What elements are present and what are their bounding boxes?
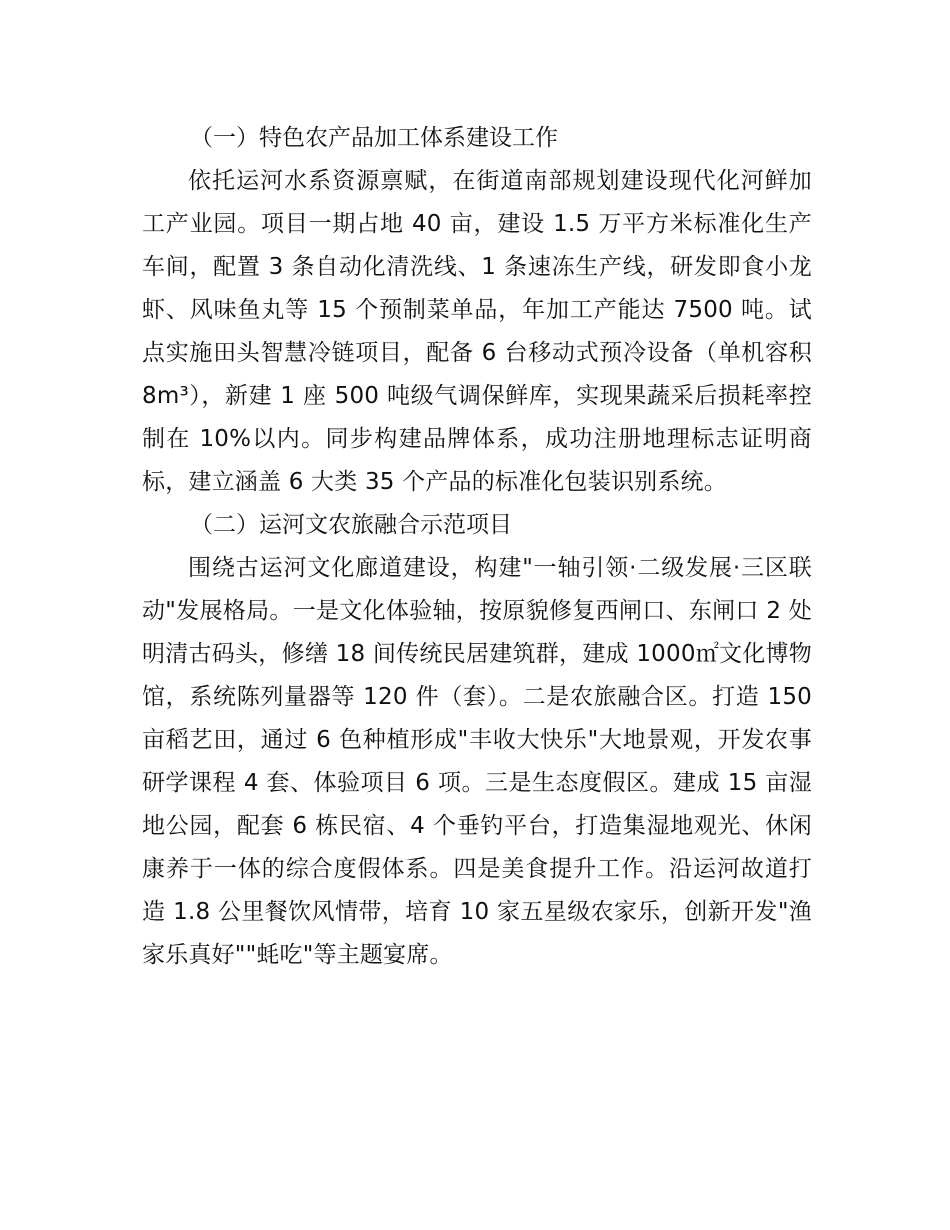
document-body [142,117,812,977]
section-heading-1: （一）特色农产品加工体系建设工作 [190,125,558,151]
section-paragraph-1: 依托运河水系资源禀赋，在街道南部规划建设现代化河鲜加工产业园。项目一期占地 40 亩，建设 1.5 万平方米标准化生产车间，配置 3 条自动化清洗线、1 条速冻生产线，研发即食小龙虾、风味鱼丸等 15 个预制菜单品，年加工产能达 7500 吨。试点实施田头智慧冷链项目，配备 6 台移动式预冷设备（单机容积 8m³），新建 1 座 500 吨级气调保鲜库，实现果蔬采后损耗率控制在 10%以内。同步构建品牌体系，成功注册地理标志证明商标，建立涵盖 6 大类 35 个产品的标准化包装识别系统。 [142,168,812,495]
section-heading-2: （二）运河文农旅融合示范项目 [190,512,512,538]
section-paragraph-2: 围绕古运河文化廊道建设，构建"一轴引领·二级发展·三区联动"发展格局。一是文化体验轴，按原貌修复西闸口、东闸口 2 处明清古码头，修缮 18 间传统民居建筑群，建成 1000㎡文化博物馆，系统陈列量器等 120 件（套）。二是农旅融合区。打造 150 亩稻艺田，通过 6 色种植形成"丰收大快乐"大地景观，开发农事研学课程 4 套、体验项目 6 项。三是生态度假区。建成 15 亩湿地公园，配套 6 栋民宿、4 个垂钓平台，打造集湿地观光、休闲康养于一体的综合度假体系。四是美食提升工作。沿运河故道打造 1.8 公里餐饮风情带，培育 10 家五星级农家乐，创新开发"渔家乐真好""蚝吃"等主题宴席。 [142,555,812,968]
